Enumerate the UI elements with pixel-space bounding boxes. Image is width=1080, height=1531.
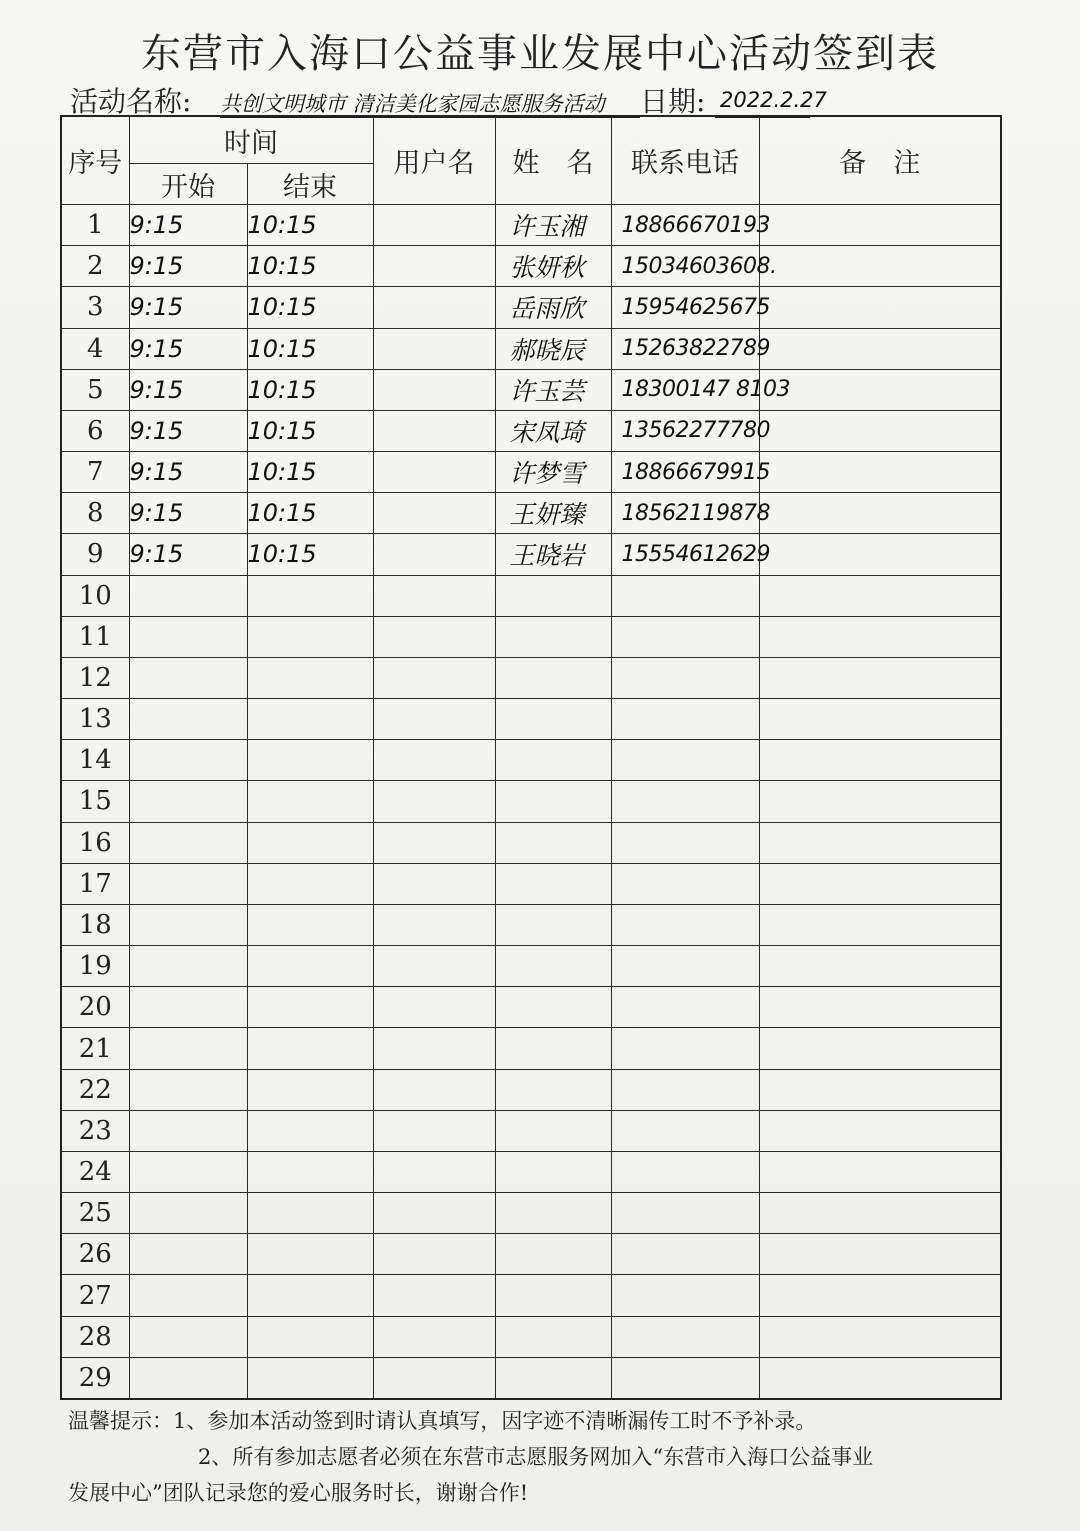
end-time-cell <box>247 822 373 863</box>
end-time-cell: 10:15 <box>247 534 373 575</box>
table-row <box>61 657 1001 698</box>
start-time-cell <box>129 1275 247 1316</box>
table-row <box>61 452 1001 493</box>
name-cell <box>495 1316 611 1357</box>
end-time-cell <box>247 904 373 945</box>
table-row <box>61 987 1001 1028</box>
username-cell <box>373 616 495 657</box>
username-cell <box>373 740 495 781</box>
name-cell: 许玉芸 <box>495 369 611 410</box>
phone-cell <box>611 1316 759 1357</box>
table-row <box>61 616 1001 657</box>
remark-cell <box>759 410 1001 451</box>
name-cell <box>495 1110 611 1151</box>
remark-cell <box>759 1151 1001 1192</box>
phone-cell: 15034603608. <box>611 246 759 287</box>
start-time-cell: 9:15 <box>129 287 247 328</box>
table-row <box>61 369 1001 410</box>
username-cell <box>373 946 495 987</box>
username-cell <box>373 699 495 740</box>
start-time-cell: 9:15 <box>129 246 247 287</box>
phone-cell <box>611 946 759 987</box>
name-cell <box>495 1069 611 1110</box>
remark-cell <box>759 1275 1001 1316</box>
phone-cell <box>611 904 759 945</box>
phone-cell: 18300147 8103 <box>611 369 759 410</box>
end-time-cell <box>247 1193 373 1234</box>
name-cell <box>495 740 611 781</box>
name-cell <box>495 657 611 698</box>
sign-in-table <box>60 115 1002 1400</box>
phone-cell: 15954625675 <box>611 287 759 328</box>
seq-cell: 6 <box>61 410 129 451</box>
header-seq: 序号 <box>61 116 129 205</box>
table-row <box>61 1193 1001 1234</box>
end-time-cell <box>247 575 373 616</box>
table-row <box>61 781 1001 822</box>
username-cell <box>373 863 495 904</box>
name-cell: 岳雨欣 <box>495 287 611 328</box>
start-time-cell: 9:15 <box>129 452 247 493</box>
seq-cell: 13 <box>61 699 129 740</box>
remark-cell <box>759 1028 1001 1069</box>
table-row <box>61 822 1001 863</box>
name-cell <box>495 987 611 1028</box>
phone-cell <box>611 699 759 740</box>
name-cell <box>495 1275 611 1316</box>
end-time-cell <box>247 1275 373 1316</box>
seq-cell: 3 <box>61 287 129 328</box>
username-cell <box>373 1028 495 1069</box>
table-row <box>61 410 1001 451</box>
table-row <box>61 1110 1001 1151</box>
username-cell <box>373 1357 495 1399</box>
remark-cell <box>759 534 1001 575</box>
seq-cell: 19 <box>61 946 129 987</box>
seq-cell: 2 <box>61 246 129 287</box>
remark-cell <box>759 781 1001 822</box>
end-time-cell <box>247 1110 373 1151</box>
username-cell <box>373 781 495 822</box>
username-cell <box>373 452 495 493</box>
start-time-cell: 9:15 <box>129 369 247 410</box>
phone-cell: 18866670193 <box>611 205 759 246</box>
username-cell <box>373 1193 495 1234</box>
seq-cell: 11 <box>61 616 129 657</box>
seq-cell: 25 <box>61 1193 129 1234</box>
seq-cell: 23 <box>61 1110 129 1151</box>
header-username: 用户名 <box>373 116 495 205</box>
name-cell <box>495 1028 611 1069</box>
remark-cell <box>759 699 1001 740</box>
end-time-cell <box>247 616 373 657</box>
end-time-cell <box>247 1357 373 1399</box>
name-cell: 王妍臻 <box>495 493 611 534</box>
end-time-cell <box>247 1151 373 1192</box>
end-time-cell: 10:15 <box>247 369 373 410</box>
username-cell <box>373 369 495 410</box>
remark-cell <box>759 575 1001 616</box>
username-cell <box>373 493 495 534</box>
end-time-cell: 10:15 <box>247 287 373 328</box>
table-row <box>61 904 1001 945</box>
header-remark: 备 注 <box>759 116 1001 205</box>
end-time-cell <box>247 740 373 781</box>
username-cell <box>373 657 495 698</box>
start-time-cell <box>129 822 247 863</box>
end-time-cell <box>247 781 373 822</box>
start-time-cell <box>129 1193 247 1234</box>
reminder-line-3: 发展中心”团队记录您的爱心服务时长，谢谢合作! <box>68 1481 529 1505</box>
name-cell: 许梦雪 <box>495 452 611 493</box>
username-cell <box>373 1151 495 1192</box>
phone-cell <box>611 1275 759 1316</box>
start-time-cell <box>129 1069 247 1110</box>
username-cell <box>373 1069 495 1110</box>
header-phone: 联系电话 <box>611 116 759 205</box>
remark-cell <box>759 1069 1001 1110</box>
remark-cell <box>759 740 1001 781</box>
start-time-cell <box>129 657 247 698</box>
seq-cell: 22 <box>61 1069 129 1110</box>
seq-cell: 27 <box>61 1275 129 1316</box>
seq-cell: 20 <box>61 987 129 1028</box>
remark-cell <box>759 946 1001 987</box>
seq-cell: 10 <box>61 575 129 616</box>
phone-cell <box>611 575 759 616</box>
seq-cell: 12 <box>61 657 129 698</box>
name-cell <box>495 1151 611 1192</box>
table-row <box>61 328 1001 369</box>
remark-cell <box>759 205 1001 246</box>
name-cell <box>495 822 611 863</box>
username-cell <box>373 534 495 575</box>
date-label: 日期: <box>640 85 706 118</box>
remark-cell <box>759 246 1001 287</box>
reminder-line-1: 温馨提示：1、参加本活动签到时请认真填写，因字迹不清晰漏传工时不予补录。 <box>68 1409 817 1433</box>
username-cell <box>373 987 495 1028</box>
seq-cell: 7 <box>61 452 129 493</box>
username-cell <box>373 246 495 287</box>
header-end: 结束 <box>247 164 373 205</box>
username-cell <box>373 410 495 451</box>
remark-cell <box>759 1110 1001 1151</box>
phone-cell <box>611 740 759 781</box>
start-time-cell <box>129 616 247 657</box>
table-row <box>61 534 1001 575</box>
phone-cell <box>611 987 759 1028</box>
phone-cell: 18562119878 <box>611 493 759 534</box>
end-time-cell: 10:15 <box>247 410 373 451</box>
table-row <box>61 699 1001 740</box>
end-time-cell <box>247 1069 373 1110</box>
phone-cell <box>611 1028 759 1069</box>
seq-cell: 21 <box>61 1028 129 1069</box>
name-cell <box>495 699 611 740</box>
phone-cell: 15263822789 <box>611 328 759 369</box>
seq-cell: 28 <box>61 1316 129 1357</box>
start-time-cell <box>129 575 247 616</box>
start-time-cell <box>129 1028 247 1069</box>
seq-cell: 1 <box>61 205 129 246</box>
phone-cell: 18866679915 <box>611 452 759 493</box>
start-time-cell <box>129 1316 247 1357</box>
phone-cell <box>611 1069 759 1110</box>
date-value: 2022.2.27 <box>720 88 827 112</box>
phone-cell <box>611 1234 759 1275</box>
remark-cell <box>759 1316 1001 1357</box>
name-cell: 郝晓辰 <box>495 328 611 369</box>
seq-cell: 14 <box>61 740 129 781</box>
username-cell <box>373 822 495 863</box>
end-time-cell: 10:15 <box>247 246 373 287</box>
table-row <box>61 1316 1001 1357</box>
table-row <box>61 946 1001 987</box>
phone-cell: 15554612629 <box>611 534 759 575</box>
remark-cell <box>759 493 1001 534</box>
start-time-cell <box>129 699 247 740</box>
remark-cell <box>759 822 1001 863</box>
remark-cell <box>759 1193 1001 1234</box>
seq-cell: 17 <box>61 863 129 904</box>
remark-cell <box>759 1234 1001 1275</box>
start-time-cell: 9:15 <box>129 493 247 534</box>
table-row <box>61 1069 1001 1110</box>
remark-cell <box>759 616 1001 657</box>
start-time-cell <box>129 740 247 781</box>
name-cell <box>495 575 611 616</box>
header-time: 时间 <box>129 116 373 164</box>
remark-cell <box>759 369 1001 410</box>
table-row <box>61 1275 1001 1316</box>
table-row <box>61 863 1001 904</box>
username-cell <box>373 1234 495 1275</box>
name-cell: 许玉湘 <box>495 205 611 246</box>
name-cell: 宋凤琦 <box>495 410 611 451</box>
seq-cell: 16 <box>61 822 129 863</box>
table-row <box>61 493 1001 534</box>
start-time-cell: 9:15 <box>129 410 247 451</box>
username-cell <box>373 287 495 328</box>
table-row <box>61 287 1001 328</box>
remark-cell <box>759 1357 1001 1399</box>
seq-cell: 26 <box>61 1234 129 1275</box>
end-time-cell: 10:15 <box>247 493 373 534</box>
end-time-cell <box>247 863 373 904</box>
seq-cell: 4 <box>61 328 129 369</box>
start-time-cell <box>129 1110 247 1151</box>
name-cell <box>495 781 611 822</box>
phone-cell <box>611 657 759 698</box>
phone-cell <box>611 616 759 657</box>
end-time-cell <box>247 1028 373 1069</box>
end-time-cell: 10:15 <box>247 205 373 246</box>
start-time-cell <box>129 987 247 1028</box>
table-row <box>61 1234 1001 1275</box>
seq-cell: 5 <box>61 369 129 410</box>
table-row <box>61 246 1001 287</box>
phone-cell <box>611 1357 759 1399</box>
end-time-cell <box>247 987 373 1028</box>
end-time-cell: 10:15 <box>247 328 373 369</box>
name-cell: 张妍秋 <box>495 246 611 287</box>
table-body <box>61 205 1001 1400</box>
phone-cell <box>611 1151 759 1192</box>
table-row <box>61 1028 1001 1069</box>
end-time-cell <box>247 1316 373 1357</box>
username-cell <box>373 328 495 369</box>
name-cell <box>495 1357 611 1399</box>
remark-cell <box>759 452 1001 493</box>
table-row <box>61 1151 1001 1192</box>
header-name: 姓 名 <box>495 116 611 205</box>
start-time-cell: 9:15 <box>129 534 247 575</box>
activity-name-label: 活动名称: <box>70 85 192 118</box>
table-row <box>61 1357 1001 1399</box>
activity-name-value: 共创文明城市 清洁美化家园志愿服务活动 <box>220 92 605 116</box>
name-cell <box>495 1234 611 1275</box>
start-time-cell: 9:15 <box>129 328 247 369</box>
seq-cell: 15 <box>61 781 129 822</box>
remark-cell <box>759 657 1001 698</box>
start-time-cell <box>129 946 247 987</box>
reminder-line-2: 2、所有参加志愿者必须在东营市志愿服务网加入“东营市入海口公益事业 <box>198 1445 874 1469</box>
username-cell <box>373 1275 495 1316</box>
start-time-cell <box>129 904 247 945</box>
remark-cell <box>759 904 1001 945</box>
start-time-cell <box>129 1151 247 1192</box>
start-time-cell <box>129 781 247 822</box>
name-cell <box>495 904 611 945</box>
phone-cell <box>611 822 759 863</box>
end-time-cell <box>247 699 373 740</box>
end-time-cell: 10:15 <box>247 452 373 493</box>
remark-cell <box>759 863 1001 904</box>
name-cell <box>495 616 611 657</box>
seq-cell: 24 <box>61 1151 129 1192</box>
remark-cell <box>759 987 1001 1028</box>
name-cell <box>495 1193 611 1234</box>
activity-meta <box>70 80 1020 120</box>
phone-cell <box>611 1110 759 1151</box>
seq-cell: 9 <box>61 534 129 575</box>
end-time-cell <box>247 1234 373 1275</box>
name-cell <box>495 863 611 904</box>
start-time-cell <box>129 1234 247 1275</box>
phone-cell <box>611 781 759 822</box>
phone-cell <box>611 863 759 904</box>
username-cell <box>373 575 495 616</box>
table-row <box>61 205 1001 246</box>
seq-cell: 29 <box>61 1357 129 1399</box>
seq-cell: 8 <box>61 493 129 534</box>
header-start: 开始 <box>129 164 247 205</box>
start-time-cell <box>129 1357 247 1399</box>
username-cell <box>373 1316 495 1357</box>
phone-cell <box>611 1193 759 1234</box>
username-cell <box>373 904 495 945</box>
name-cell <box>495 946 611 987</box>
name-cell: 王晓岩 <box>495 534 611 575</box>
remark-cell <box>759 287 1001 328</box>
start-time-cell: 9:15 <box>129 205 247 246</box>
phone-cell: 13562277780 <box>611 410 759 451</box>
start-time-cell <box>129 863 247 904</box>
end-time-cell <box>247 946 373 987</box>
seq-cell: 18 <box>61 904 129 945</box>
table-row <box>61 575 1001 616</box>
username-cell <box>373 205 495 246</box>
username-cell <box>373 1110 495 1151</box>
end-time-cell <box>247 657 373 698</box>
table-row <box>61 740 1001 781</box>
sheet-title: 东营市入海口公益事业发展中心活动签到表 <box>141 31 939 77</box>
remark-cell <box>759 328 1001 369</box>
